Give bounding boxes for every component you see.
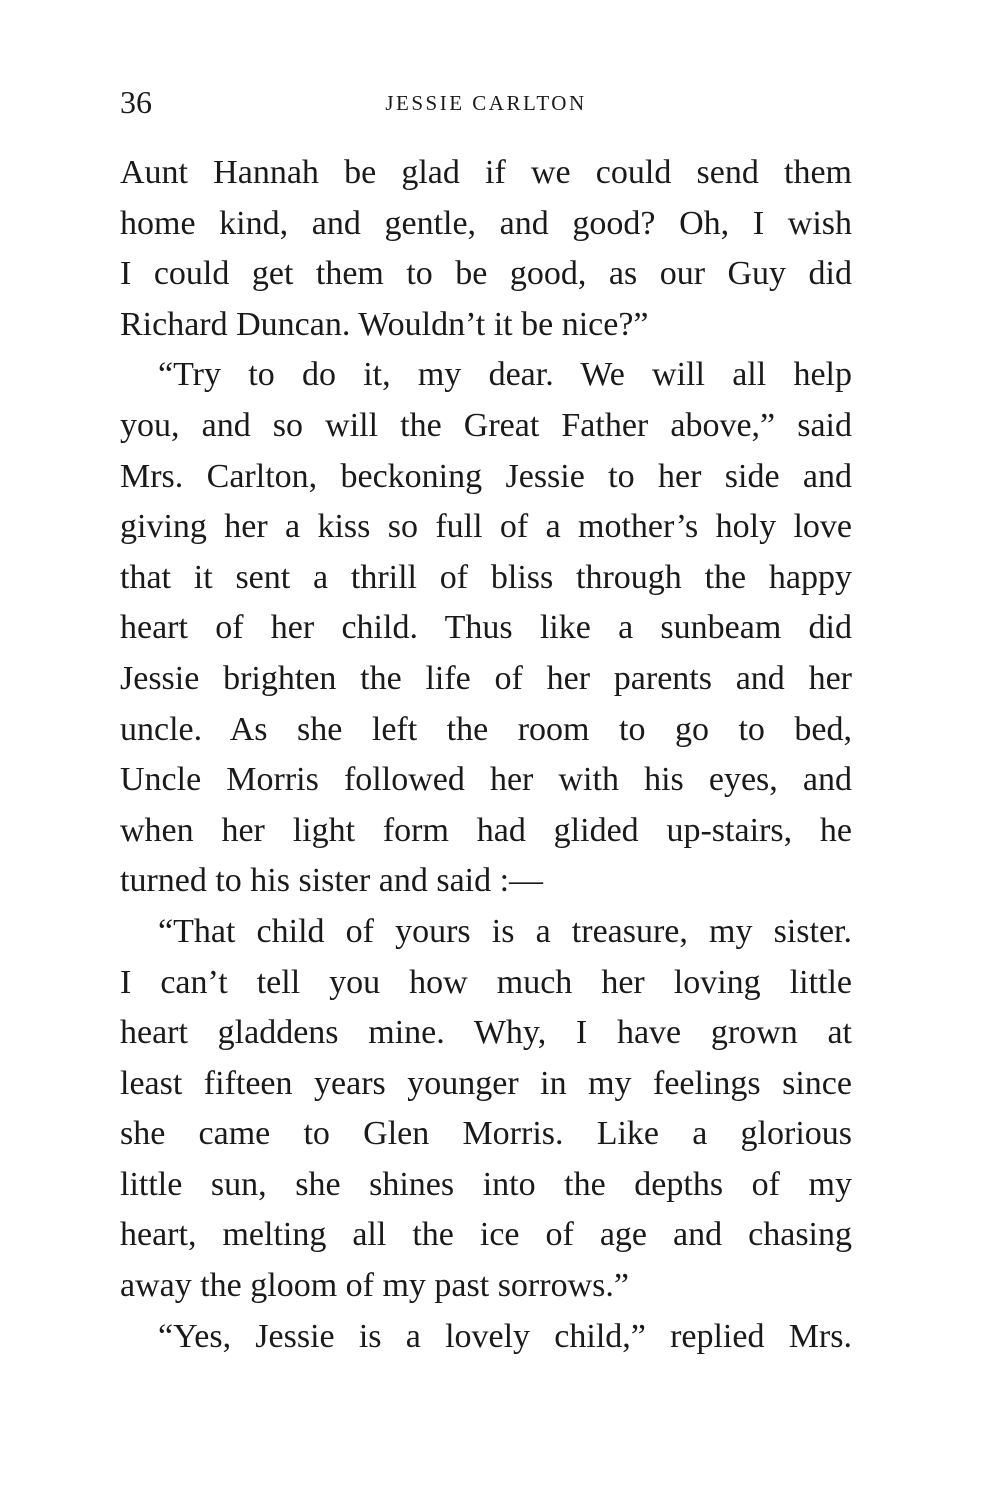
text-line: when her light form had glided up-stairs, he [120,811,852,849]
text-line: uncle. As she left the room to go to bed, [120,710,852,748]
running-head: JESSIE CARLTON [385,91,587,115]
body-text [120,148,852,1362]
text-line: Richard Duncan. Wouldn’t it be nice?” [120,305,649,343]
text-line: “Yes, Jessie is a lovely child,” replied Mrs. [158,1317,852,1355]
text-line: turned to his sister and said :— [120,862,544,900]
text-line: she came to Glen Morris. Like a glorious [120,1115,852,1153]
text-line: that it sent a thrill of bliss through the happy [120,558,852,596]
text-line: you, and so will the Great Father above,” said [120,406,852,444]
text-line: heart, melting all the ice of age and chasing [120,1216,852,1254]
text-line: home kind, and gentle, and good? Oh, I wish [120,204,852,242]
text-line: Aunt Hannah be glad if we could send them [120,154,852,191]
text-line: heart of her child. Thus like a sunbeam did [120,609,852,647]
text-line: I can’t tell you how much her loving little [120,963,852,1001]
text-line: Uncle Morris followed her with his eyes, and [120,761,852,799]
text-line: Mrs. Carlton, beckoning Jessie to her side and [120,457,852,495]
text-line: I could get them to be good, as our Guy did [120,255,852,293]
text-line: least fifteen years younger in my feelings since [120,1064,852,1102]
text-line: “Try to do it, my dear. We will all help [158,356,852,394]
page-number: 36 [120,84,152,120]
text-line: Jessie brighten the life of her parents and her [120,659,852,697]
text-line: heart gladdens mine. Why, I have grown at [120,1014,852,1052]
text-line: giving her a kiss so full of a mother’s holy love [120,508,852,546]
text-line: away the gloom of my past sorrows.” [120,1267,629,1305]
text-line: little sun, she shines into the depths of my [120,1165,852,1203]
text-line: “That child of yours is a treasure, my sister. [158,912,852,950]
page-header [120,82,852,122]
